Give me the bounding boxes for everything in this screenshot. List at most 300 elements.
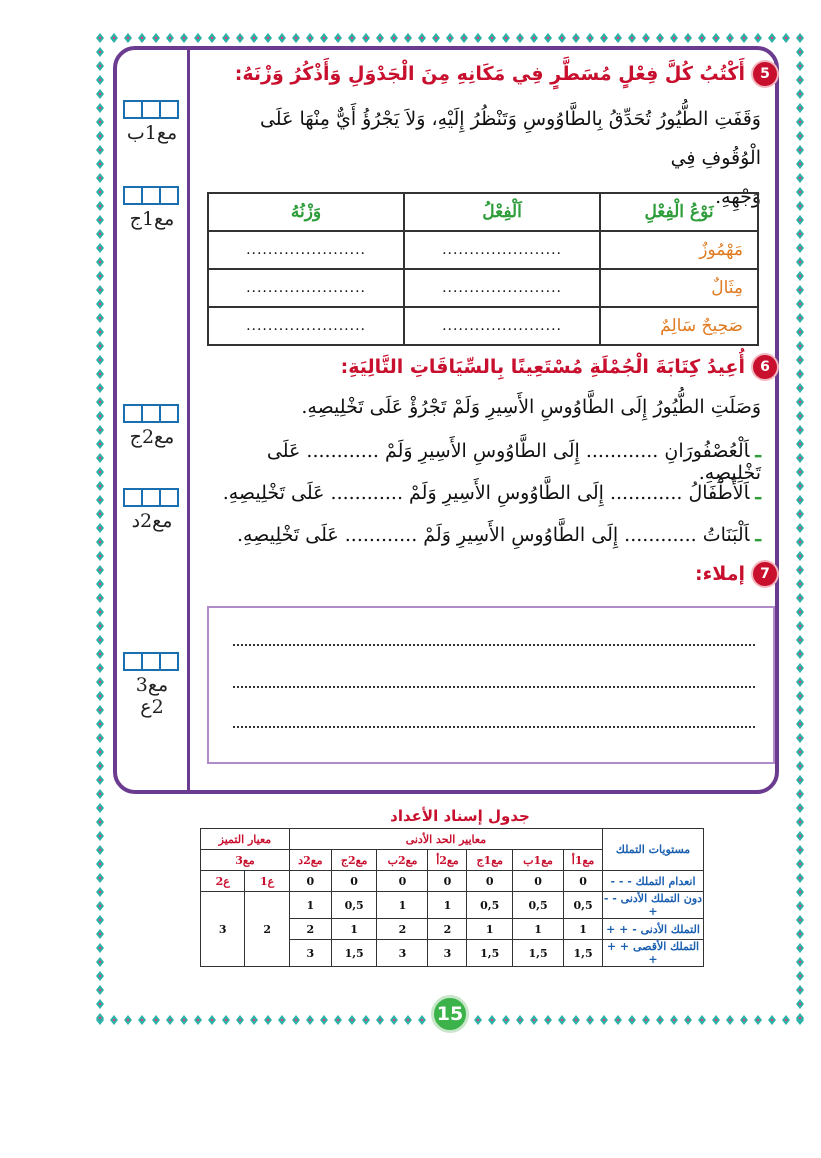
criterion-label: مع2د [131,510,173,532]
border-diamond [376,1015,384,1025]
border-diamond [320,1015,328,1025]
excellence-value: 2 [245,892,289,967]
border-diamond [628,33,636,43]
border-diamond [796,481,804,491]
border-diamond [516,1015,524,1025]
score-cell: 1 [513,919,564,940]
border-diamond [96,215,104,225]
score-cell: 3 [289,940,331,967]
border-diamond [124,33,132,43]
dictation-line[interactable] [233,686,755,688]
border-diamond [278,1015,286,1025]
verb-answer-cell[interactable]: ...................... [404,231,600,269]
border-diamond [796,705,804,715]
border-diamond [306,1015,314,1025]
score-cell: 0,5 [564,892,603,919]
border-diamond [96,271,104,281]
border-diamond [796,957,804,967]
excellence-column-header: ع1 [245,871,289,892]
verb-answer-cell[interactable]: ...................... [404,307,600,345]
border-diamond [404,33,412,43]
border-diamond [278,33,286,43]
border-diamond [796,383,804,393]
border-diamond [138,1015,146,1025]
border-diamond [96,775,104,785]
border-diamond [796,649,804,659]
dictation-box[interactable] [207,606,775,764]
table-row [208,231,758,269]
border-diamond [96,173,104,183]
grading-table-title: جدول إسناد الأعداد [390,807,530,825]
border-diamond [250,33,258,43]
border-diamond [96,705,104,715]
question-number-badge: 7 [753,562,777,586]
border-diamond [796,733,804,743]
border-diamond [96,425,104,435]
border-diamond [614,33,622,43]
border-diamond [362,1015,370,1025]
border-diamond [796,747,804,757]
border-diamond [96,691,104,701]
border-diamond [96,621,104,631]
border-diamond [796,187,804,197]
border-diamond [236,33,244,43]
criterion-label: مع3 2ع [135,674,169,718]
border-diamond [796,229,804,239]
border-diamond [796,341,804,351]
border-diamond [572,1015,580,1025]
border-diamond [796,831,804,841]
border-diamond [96,565,104,575]
border-diamond [96,551,104,561]
border-diamond [96,593,104,603]
border-diamond [796,901,804,911]
table-row [201,871,704,892]
border-diamond [208,33,216,43]
border-diamond [418,1015,426,1025]
border-diamond [796,103,804,113]
border-diamond [796,117,804,127]
bullet-dash: ـ [755,440,761,462]
page-number-badge: 15 [431,995,469,1033]
rewrite-text: اَلْعُصْفُورَانِ ............ إِلَى الطَّاوُوسِ الأَسِيرِ وَلَمْ ............ عَلَى تَخْلِيصِهِ. [266,440,761,484]
score-cell: 0 [428,871,467,892]
border-diamond [768,1015,776,1025]
border-diamond [96,719,104,729]
border-diamond [96,327,104,337]
border-diamond [96,187,104,197]
column-header: نَوْعُ الْفِعْلِ [600,193,758,231]
border-diamond [292,33,300,43]
border-diamond [96,761,104,771]
grade-boxes[interactable] [120,488,184,507]
border-diamond [124,1015,132,1025]
border-diamond [292,1015,300,1025]
border-diamond [474,33,482,43]
border-diamond [796,369,804,379]
border-diamond [796,131,804,141]
rewrite-text: اَلْبَنَاتُ ............ إِلَى الطَّاوُوسِ الأَسِيرِ وَلَمْ ............ عَلَى تَخْلِيصِهِ. [236,524,750,546]
border-diamond [96,999,104,1009]
border-diamond [96,103,104,113]
criterion-label: مع2ج [129,426,175,448]
score-cell: 1 [377,892,428,919]
border-diamond [796,845,804,855]
border-diamond [684,33,692,43]
border-diamond [796,33,804,43]
border-diamond [390,33,398,43]
border-diamond [96,341,104,351]
grade-boxes[interactable] [120,404,184,423]
border-diamond [670,1015,678,1025]
border-diamond [796,775,804,785]
border-diamond [796,621,804,631]
border-diamond [796,537,804,547]
border-diamond [796,719,804,729]
score-cell: 0 [331,871,377,892]
border-diamond [768,33,776,43]
grade-boxes[interactable] [120,186,184,205]
border-diamond [796,607,804,617]
border-diamond [614,1015,622,1025]
border-diamond [362,33,370,43]
criterion-header: مع2ب [377,850,428,871]
border-diamond [796,929,804,939]
border-diamond [796,453,804,463]
level-label: دون التملك الأدنى - - + [603,892,703,918]
border-diamond [390,1015,398,1025]
border-diamond [796,677,804,687]
border-diamond [110,1015,118,1025]
border-diamond [96,257,104,267]
border-diamond [460,33,468,43]
border-diamond [586,1015,594,1025]
border-diamond [96,537,104,547]
bullet-dash: ـ [755,524,761,546]
border-diamond [348,33,356,43]
weight-answer-cell[interactable]: ...................... [208,307,404,345]
level-label: التملك الأدنى - + + [603,919,704,940]
border-diamond [96,817,104,827]
border-diamond [96,607,104,617]
score-cell: 3 [377,940,428,967]
verb-answer-cell[interactable]: ...................... [404,269,600,307]
border-diamond [656,33,664,43]
border-diamond [208,1015,216,1025]
sentence-line: وَقَفَتِ الطُّيُورُ تُحَدِّقُ بِالطَّاوُوسِ وَتَنْظُرُ إِلَيْهِ، وَلاَ يَجْرُؤُ أَيٌّ مِنْهَا عَلَى الْوُقُوفِ فِي [259,108,761,169]
border-diamond [96,677,104,687]
border-diamond [754,1015,762,1025]
dictation-line[interactable] [233,644,755,646]
border-diamond [796,887,804,897]
criterion-header: مع1ج [467,850,513,871]
question-7-header [695,562,777,586]
border-diamond [698,33,706,43]
border-diamond [96,859,104,869]
border-diamond [796,75,804,85]
border-diamond [796,159,804,169]
border-diamond [180,33,188,43]
border-diamond [796,635,804,645]
score-cell: 0 [289,871,331,892]
bullet-dash: ـ [755,482,761,504]
border-diamond [96,789,104,799]
border-diamond [796,89,804,99]
score-cell: 1 [467,919,513,940]
border-diamond [796,425,804,435]
border-diamond [740,33,748,43]
border-diamond [222,1015,230,1025]
border-diamond [250,1015,258,1025]
criterion-header: مع2أ [428,850,467,871]
border-diamond [474,1015,482,1025]
border-diamond [502,33,510,43]
border-diamond [264,1015,272,1025]
score-cell: 1,5 [331,940,377,967]
excellence-subheader: مع3 [201,850,290,871]
border-diamond [96,75,104,85]
margin-code-3 [120,404,184,448]
question-6-header [341,355,777,379]
border-diamond [796,243,804,253]
border-diamond [544,1015,552,1025]
score-cell: 0,5 [331,892,377,919]
weight-answer-cell[interactable]: ...................... [208,231,404,269]
border-diamond [642,1015,650,1025]
border-diamond [152,1015,160,1025]
verb-type-cell: مَهْمُوزٌ [600,231,758,269]
border-diamond [96,747,104,757]
border-diamond [236,1015,244,1025]
score-cell: 1 [564,919,603,940]
border-diamond [796,915,804,925]
margin-code-4 [120,488,184,532]
border-diamond [334,1015,342,1025]
border-diamond [488,33,496,43]
border-diamond [796,859,804,869]
border-diamond [96,47,104,57]
border-diamond [96,523,104,533]
base-sentence: وَصَلَتِ الطُّيُورُ إِلَى الطَّاوُوسِ الأَسِيرِ وَلَمْ تَجْرُؤْ عَلَى تَخْلِيصِهِ. [301,396,761,418]
border-diamond [96,649,104,659]
score-cell: 0,5 [467,892,513,919]
border-diamond [320,33,328,43]
border-diamond [166,1015,174,1025]
table-header-row [208,193,758,231]
border-diamond [96,397,104,407]
margin-code-5 [120,652,184,718]
border-diamond [96,887,104,897]
rewrite-line-1[interactable] [201,440,761,484]
border-diamond [334,33,342,43]
border-diamond [796,551,804,561]
question-title: أَكْتُبُ كُلَّ فِعْلٍ مُسَطَّرٍ فِي مَكَانِهِ مِنَ الْجَدْوَلِ وَأَذْكُرُ وَزْنَهُ: [234,63,745,85]
border-diamond [796,439,804,449]
border-diamond [796,971,804,981]
question-title: إملاء: [694,563,745,585]
border-diamond [96,915,104,925]
dictation-line[interactable] [233,726,755,728]
score-cell: 1,5 [467,940,513,967]
score-cell: 2 [377,919,428,940]
border-diamond [628,1015,636,1025]
border-diamond [796,257,804,267]
border-diamond [796,201,804,211]
border-diamond [96,1013,104,1023]
score-cell: 1,5 [564,940,603,967]
border-diamond [194,1015,202,1025]
border-diamond [782,33,790,43]
border-diamond [376,33,384,43]
verb-type-cell: صَحِيحٌ سَالِمٌ [600,307,758,345]
border-diamond [96,299,104,309]
column-header: وَزْنُهُ [208,193,404,231]
border-diamond [754,33,762,43]
border-diamond [348,1015,356,1025]
border-diamond [96,411,104,421]
criterion-header: مع2ج [331,850,377,871]
weight-answer-cell[interactable]: ...................... [208,269,404,307]
border-diamond [796,47,804,57]
border-diamond [502,1015,510,1025]
border-diamond [96,985,104,995]
border-diamond [180,1015,188,1025]
table-row [201,892,704,919]
border-diamond [96,635,104,645]
border-diamond [796,761,804,771]
border-diamond [530,1015,538,1025]
border-diamond [796,215,804,225]
border-diamond [96,831,104,841]
margin-code-1 [120,100,184,144]
border-diamond [96,733,104,743]
border-diamond [740,1015,748,1025]
border-diamond [96,33,104,43]
sentence-line: وَجْهِهِ. [715,186,761,208]
score-cell: 0 [513,871,564,892]
border-diamond [96,901,104,911]
border-diamond [796,397,804,407]
border-diamond [446,33,454,43]
excellence-value: 3 [201,892,245,967]
criterion-label: مع1ب [126,122,178,144]
border-diamond [796,579,804,589]
border-diamond [96,61,104,71]
border-diamond [404,1015,412,1025]
border-diamond [698,1015,706,1025]
border-diamond [96,355,104,365]
border-diamond [642,33,650,43]
rewrite-line-3[interactable] [201,524,761,546]
border-diamond [488,1015,496,1025]
score-cell: 1 [428,892,467,919]
border-diamond [796,789,804,799]
border-diamond [110,33,118,43]
table-row [208,307,758,345]
border-diamond [796,327,804,337]
border-diamond [96,663,104,673]
border-diamond [544,33,552,43]
border-diamond [96,873,104,883]
border-diamond [558,33,566,43]
criterion-header: مع2د [289,850,331,871]
border-diamond [796,285,804,295]
border-diamond [96,467,104,477]
border-diamond [306,33,314,43]
grade-boxes[interactable] [120,100,184,119]
border-diamond [796,355,804,365]
border-diamond [96,145,104,155]
border-diamond [96,89,104,99]
criterion-header: مع1أ [564,850,603,871]
border-diamond [796,411,804,421]
border-diamond [96,243,104,253]
score-cell: 2 [428,919,467,940]
border-diamond [96,159,104,169]
border-diamond [796,873,804,883]
border-diamond [194,33,202,43]
excellence-column-header: ع2 [201,871,245,892]
minimum-criteria-header: معايير الحد الأدنى [289,829,602,850]
border-diamond [796,467,804,477]
question-number-badge: 5 [753,62,777,86]
level-label: انعدام التملك - - - [603,871,704,892]
border-diamond [96,803,104,813]
border-diamond [796,817,804,827]
border-diamond [96,971,104,981]
grade-boxes[interactable] [120,652,184,671]
question-title: أُعِيدُ كِتَابَةَ الْجُمْلَةِ مُسْتَعِينًا بِالسِّيَاقَاتِ التَّالِيَةِ: [340,356,745,378]
grading-table [200,828,704,967]
border-diamond [796,565,804,575]
border-diamond [96,229,104,239]
border-diamond [726,33,734,43]
border-diamond [796,523,804,533]
border-diamond [222,33,230,43]
border-diamond [796,985,804,995]
border-diamond [96,313,104,323]
excellence-header: معيار التميز [201,829,290,850]
score-cell: 1 [289,892,331,919]
border-diamond [572,33,580,43]
rewrite-line-2[interactable] [201,482,761,504]
table-row [208,269,758,307]
levels-header: مستويات التملك [603,829,704,871]
border-diamond [96,439,104,449]
border-diamond [796,299,804,309]
border-diamond [796,173,804,183]
score-cell: 2 [289,919,331,940]
border-diamond [96,579,104,589]
border-diamond [138,33,146,43]
score-cell: 0 [377,871,428,892]
score-cell: 1 [331,919,377,940]
border-diamond [516,33,524,43]
border-diamond [670,33,678,43]
level-label: التملك الأقصى + + + [603,940,704,967]
border-diamond [558,1015,566,1025]
border-diamond [712,1015,720,1025]
border-diamond [96,495,104,505]
border-diamond [96,285,104,295]
border-diamond [796,999,804,1009]
border-diamond [96,453,104,463]
border-diamond [418,33,426,43]
border-diamond [796,593,804,603]
border-diamond [726,1015,734,1025]
score-cell: 3 [428,940,467,967]
border-diamond [152,33,160,43]
